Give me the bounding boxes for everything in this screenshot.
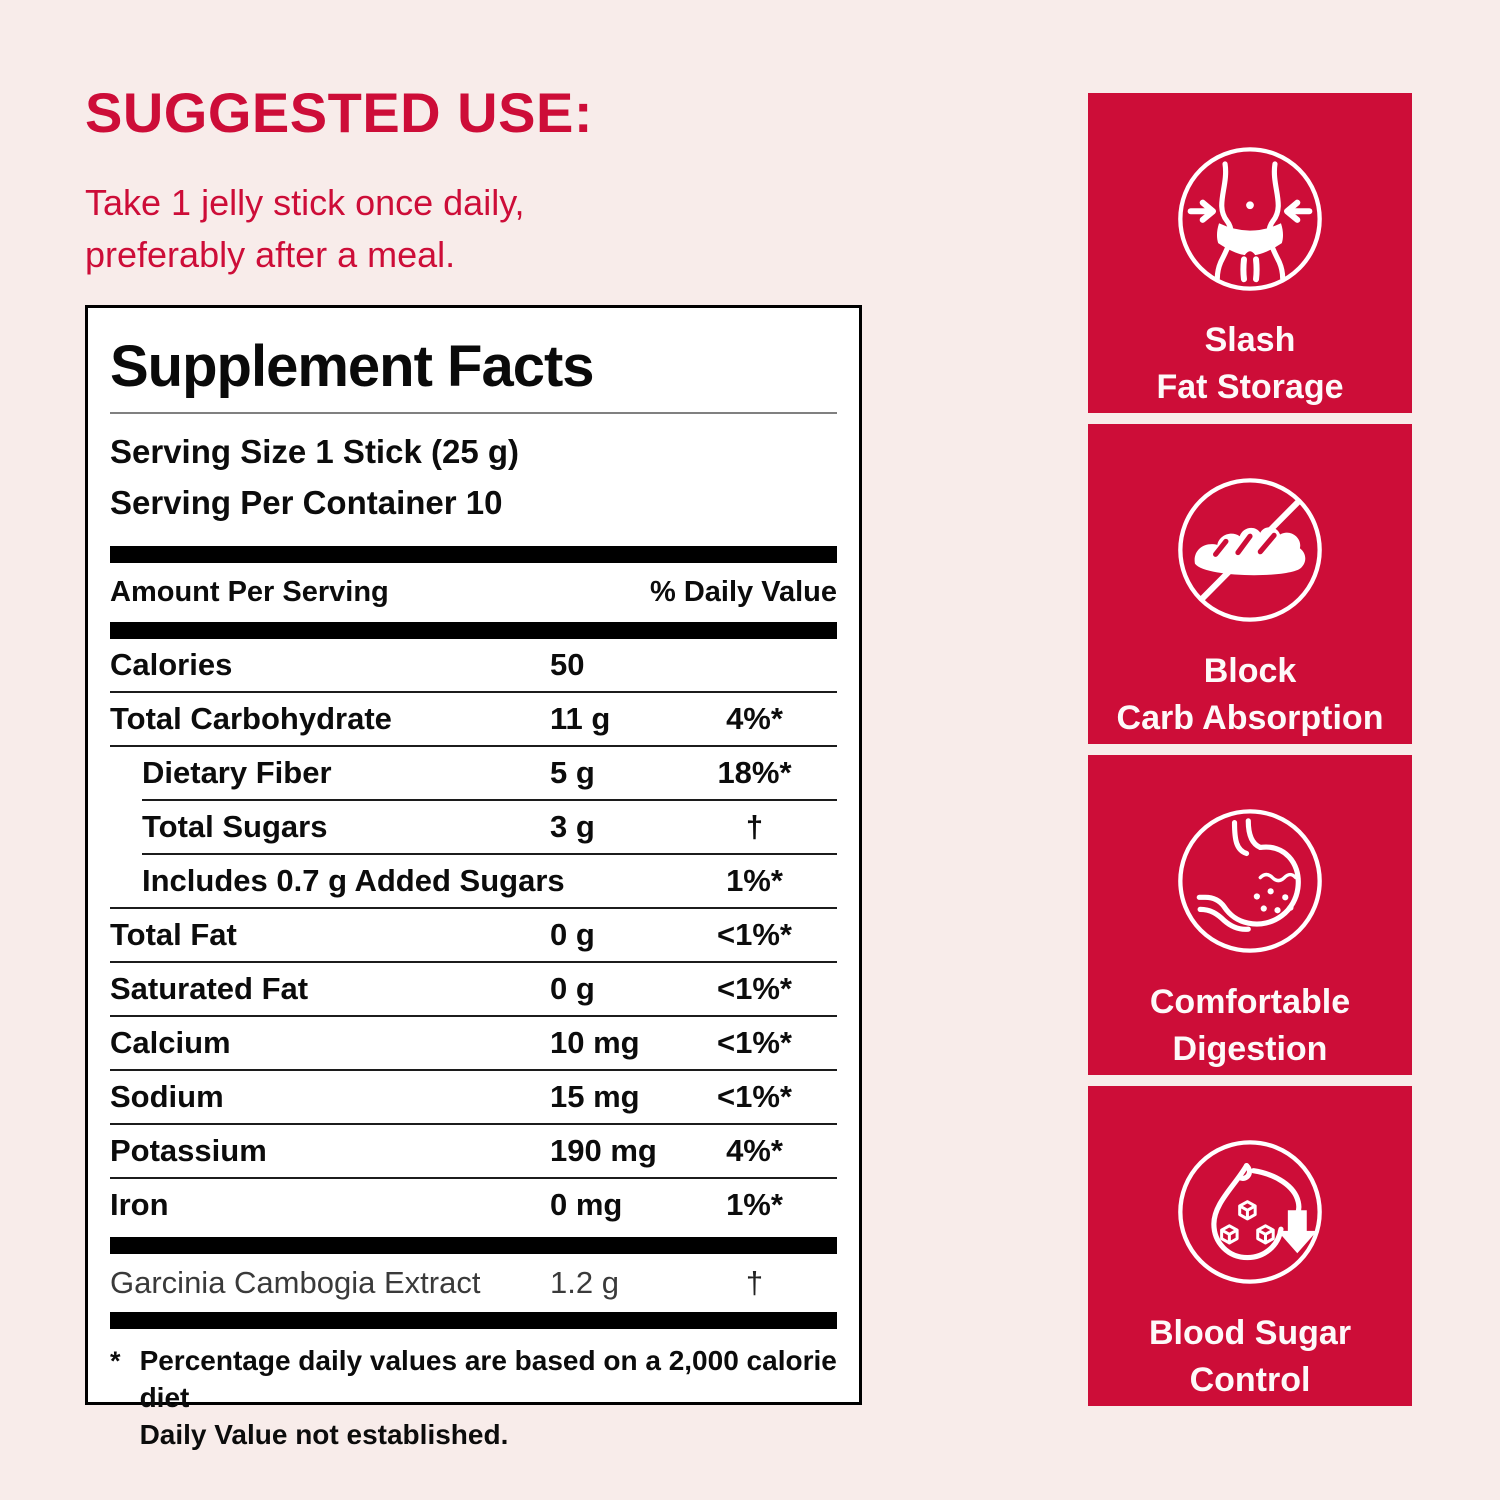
waist-slim-icon [1164,133,1336,305]
benefit-label-line2: Fat Storage [1156,367,1344,406]
row-label: Total Carbohydrate [110,700,392,736]
benefit-card-block-carb-absorption [1088,424,1412,744]
row-amount: 15 mg [550,1078,640,1114]
row-amount: 190 mg [550,1132,657,1168]
table-row [110,909,837,961]
benefit-card-comfortable-digestion [1088,755,1412,1075]
row-label: Calcium [110,1024,231,1060]
suggested-use-title: SUGGESTED USE: [85,81,593,144]
benefit-label-line1: Blood Sugar [1148,1314,1352,1352]
row-amount: 3 g [550,808,595,844]
footnote-line2: Daily Value not established. [139,1418,509,1450]
row-label: Dietary Fiber [142,754,332,790]
row-daily-value: † [745,808,764,844]
supplement-facts-panel [85,305,862,1450]
daily-value-header: % Daily Value [650,575,837,608]
table-row [110,1179,837,1231]
row-daily-value: 18%* [717,754,792,790]
table-row [110,747,837,799]
blood-sugar-drop-icon [1164,1126,1336,1298]
footnote-text [140,1343,837,1454]
row-daily-value: 4%* [726,700,783,736]
benefit-label-line1: Comfortable [1149,983,1351,1021]
row-daily-value: <1%* [717,916,792,952]
row-label: Garcinia Cambogia Extract [110,1264,481,1300]
row-daily-value: <1%* [717,1078,792,1114]
table-row [110,1125,837,1177]
row-label: Total Sugars [142,808,328,844]
supplement-facts-title: Supplement Facts [110,334,594,399]
table-row [110,639,837,691]
suggested-use-line1: Take 1 jelly stick once daily, [85,181,525,223]
row-amount: 10 mg [550,1024,640,1060]
benefit-card-label [1156,317,1343,411]
benefit-label-line2: Digestion [1172,1029,1328,1068]
servings-per-container: Serving Per Container 10 [110,483,503,521]
row-amount: 5 g [550,754,595,790]
table-row [110,801,837,853]
benefit-card-blood-sugar-control [1088,1086,1412,1406]
no-bread-icon [1164,464,1336,636]
table-row [110,1071,837,1123]
benefit-card-label [1117,648,1384,742]
row-amount: 0 mg [550,1186,623,1222]
divider [110,412,837,414]
thick-divider [110,622,837,639]
stomach-icon [1164,795,1336,967]
footnote-line1: Percentage daily values are based on a 2,000 calorie diet [139,1344,837,1413]
row-amount: 50 [550,646,585,682]
thick-divider [110,1237,837,1254]
row-amount: 1.2 g [550,1264,619,1300]
benefit-label-line2: Control [1189,1360,1311,1399]
row-label: Calories [110,646,233,682]
row-label: Sodium [110,1078,224,1114]
row-label: Includes 0.7 g Added Sugars [142,862,565,898]
benefit-label-line1: Block [1203,652,1297,690]
footnote-marker: * [110,1345,121,1376]
row-daily-value: † [745,1264,764,1300]
benefit-label-line2: Carb Absorption [1116,698,1384,737]
table-row [110,855,837,907]
row-daily-value: 4%* [726,1132,783,1168]
extract-row [110,1254,837,1312]
benefit-cards-column [1088,93,1412,1406]
suggested-use-text [85,177,985,281]
row-label: Total Fat [110,916,237,952]
thick-divider [110,1312,837,1329]
row-amount: 0 g [550,916,595,952]
row-daily-value: 1%* [726,862,783,898]
suggested-use-section [85,81,985,281]
suggested-use-line2: preferably after a meal. [85,233,456,275]
table-row [110,693,837,745]
table-column-header [110,563,837,622]
row-label: Saturated Fat [110,970,309,1006]
row-daily-value: 1%* [726,1186,783,1222]
serving-size: Serving Size 1 Stick (25 g) [110,432,519,470]
benefit-label-line1: Slash [1204,321,1296,359]
row-daily-value: <1%* [717,1024,792,1060]
table-row [110,963,837,1015]
benefit-card-label [1149,1310,1351,1404]
footnote [110,1329,837,1454]
row-amount: 11 g [550,700,611,736]
benefit-card-label [1150,979,1350,1073]
benefit-card-slash-fat-storage [1088,93,1412,413]
row-label: Potassium [110,1132,267,1168]
row-daily-value: <1%* [717,970,792,1006]
amount-per-serving-header: Amount Per Serving [110,575,389,608]
row-amount: 0 g [550,970,595,1006]
table-row [110,1017,837,1069]
thick-divider [110,546,837,563]
row-label: Iron [110,1186,169,1222]
